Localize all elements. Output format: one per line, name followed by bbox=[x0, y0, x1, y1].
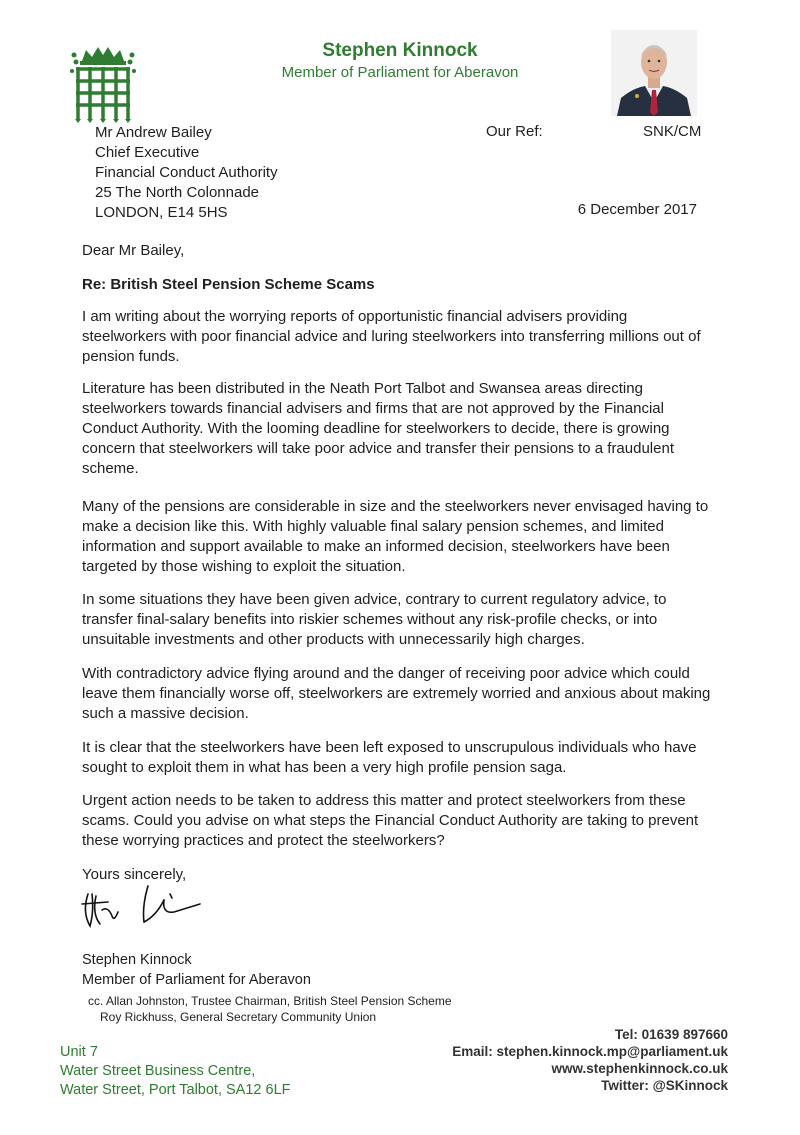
signer-block bbox=[82, 950, 311, 990]
contact-web: www.stephenkinnock.co.uk bbox=[551, 1061, 728, 1076]
letterhead-role: Member of Parliament for Aberavon bbox=[281, 64, 519, 81]
reference-label: Our Ref: bbox=[486, 123, 543, 140]
closing: Yours sincerely, bbox=[82, 866, 187, 883]
signer-role: Member of Parliament for Aberavon bbox=[82, 972, 311, 988]
body-paragraph: It is clear that the steelworkers have been left exposed to unscrupulous individuals who have sought to exploit them in what has been a very high profile pension saga. bbox=[82, 739, 697, 776]
subject-line: Re: British Steel Pension Scheme Scams bbox=[82, 276, 375, 293]
recipient-line: 25 The North Colonnade bbox=[95, 184, 260, 201]
cc-line: cc. Allan Johnston, Trustee Chairman, British Steel Pension Scheme bbox=[88, 994, 452, 1008]
recipient-line: LONDON, E14 5HS bbox=[95, 204, 228, 221]
recipient-address bbox=[95, 123, 278, 223]
letter-date: 6 December 2017 bbox=[577, 201, 697, 218]
body-paragraph: Literature has been distributed in the Neath Port Talbot and Swansea areas directing steelworkers towards financial advisers and firms that are not approved by the Financial Conduct Authority. With the looming deadline for steelworkers to decide, there is growing concern that steelworkers will take poor advice and transfer their pensions to a fraudulent scheme. bbox=[82, 380, 674, 477]
letterhead-name: Stephen Kinnock bbox=[322, 40, 478, 61]
body-paragraph: Urgent action needs to be taken to address this matter and protect steelworkers from these scams. Could you advise on what steps the Financial Conduct Authority are taking to prevent these worrying practices and protect the steelworkers? bbox=[82, 792, 699, 849]
mp-portrait bbox=[611, 30, 697, 116]
office-address-line: Unit 7 bbox=[60, 1044, 98, 1060]
contact-email: Email: stephen.kinnock.mp@parliament.uk bbox=[452, 1044, 728, 1059]
signer-name: Stephen Kinnock bbox=[82, 952, 192, 968]
recipient-line: Mr Andrew Bailey bbox=[95, 124, 212, 141]
contact-tel: Tel: 01639 897660 bbox=[614, 1027, 728, 1042]
recipient-line: Financial Conduct Authority bbox=[95, 164, 278, 181]
body-paragraph: Many of the pensions are considerable in size and the steelworkers never envisaged having to make a decision like this. With highly valuable final salary pension schemes, and limited information and support available to make an informed decision, steelworkers have been targeted by those wishing to exploit the situation. bbox=[82, 498, 709, 575]
salutation: Dear Mr Bailey, bbox=[82, 242, 185, 259]
body-paragraph: With contradictory advice flying around and the danger of receiving poor advice which could leave them financially worse off, steelworkers are extremely worried and anxious about making such a massive decision. bbox=[82, 665, 711, 722]
office-address bbox=[60, 1043, 291, 1100]
office-address-line: Water Street, Port Talbot, SA12 6LF bbox=[60, 1082, 291, 1098]
reference-value: SNK/CM bbox=[643, 123, 702, 140]
body-paragraph: In some situations they have been given advice, contrary to current regulatory advice, to transfer final-salary benefits into riskier schemes without any risk-profile checks, or into unsuitable investments and other products with unnecessarily high charges. bbox=[82, 591, 667, 648]
body-paragraph: I am writing about the worrying reports of opportunistic financial advisers providing steelworkers with poor financial advice and luring steelworkers into transferring millions out of pension funds. bbox=[82, 308, 701, 365]
contact-twitter: Twitter: @SKinnock bbox=[601, 1078, 728, 1093]
recipient-line: Chief Executive bbox=[95, 144, 200, 161]
cc-line: Roy Rickhuss, General Secretary Community Union bbox=[100, 1010, 377, 1024]
contact-block bbox=[452, 1026, 728, 1094]
office-address-line: Water Street Business Centre, bbox=[60, 1063, 256, 1079]
signature bbox=[78, 882, 208, 932]
